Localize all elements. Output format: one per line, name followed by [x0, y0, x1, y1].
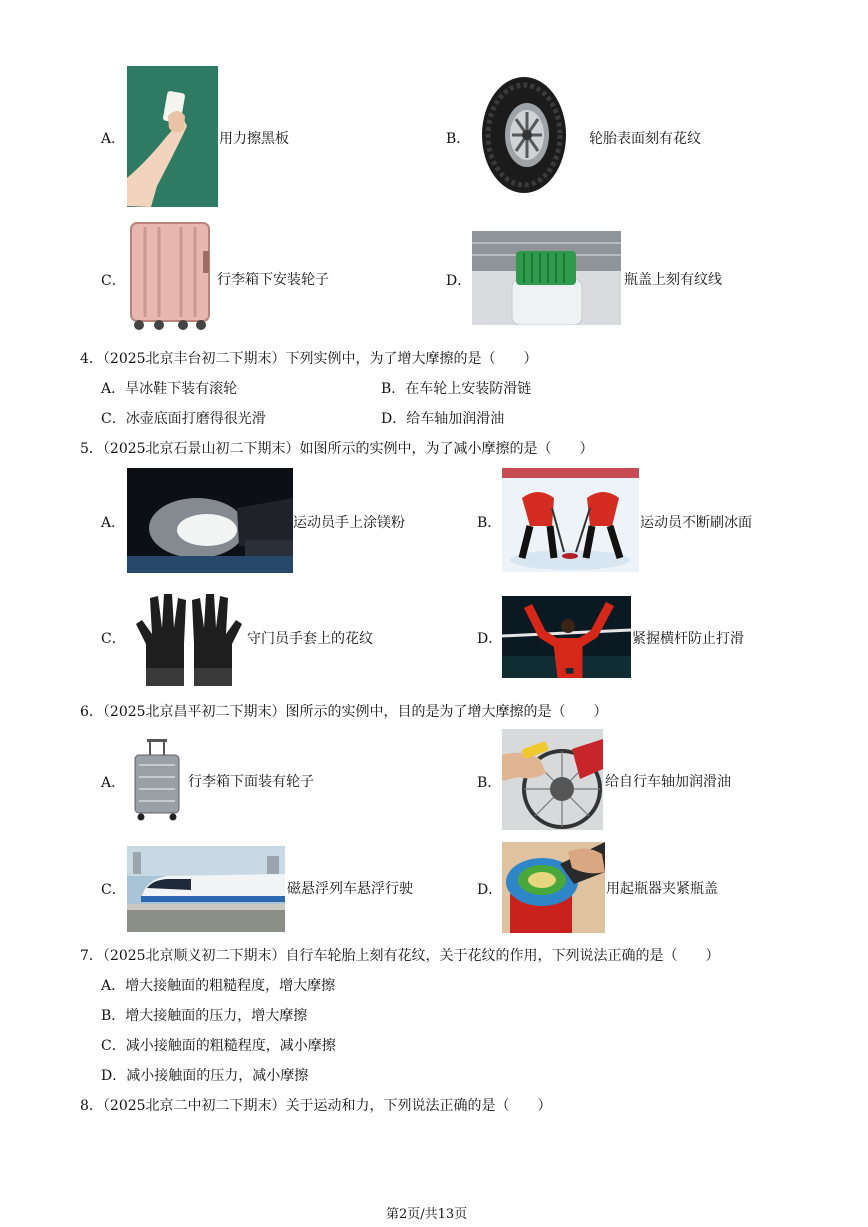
q4-option-a: A．旱冰鞋下装有滚轮	[101, 381, 238, 397]
q5-option-b-text: 运动员不断刷冰面	[640, 515, 752, 531]
q3-option-d-letter: D．	[446, 273, 472, 289]
q3-option-b-letter: B．	[446, 131, 471, 147]
q3-option-c-letter: C．	[101, 273, 126, 289]
q4-option-c: C．冰壶底面打磨得很光滑	[101, 411, 266, 427]
q6-option-c-text: 磁悬浮列车悬浮行驶	[287, 881, 413, 897]
q5-option-a-letter: A．	[101, 515, 126, 531]
q6-stem: 6．（2025北京昌平初二下期末）图所示的实例中，目的是为了增大摩擦的是（ ）	[80, 704, 608, 720]
q5-option-a-text: 运动员手上涂镁粉	[293, 515, 405, 531]
q5-option-c-text: 守门员手套上的花纹	[247, 631, 373, 647]
q6-option-b-letter: B．	[477, 775, 502, 791]
page-number: 第2页/共13页	[386, 1207, 468, 1222]
q3-option-a-letter: A．	[101, 131, 126, 147]
bike-oil-photo	[502, 729, 603, 830]
q5-option-c-letter: C．	[101, 631, 126, 647]
q6-option-a-text: 行李箱下面装有轮子	[188, 774, 314, 790]
q4-option-b: B．在车轮上安装防滑链	[381, 381, 532, 397]
q7-option-a: A．增大接触面的粗糙程度，增大摩擦	[101, 978, 336, 994]
q4-option-d: D．给车轴加润滑油	[381, 411, 505, 427]
q7-option-c: C．减小接触面的粗糙程度，减小摩擦	[101, 1038, 336, 1054]
q6-option-d-text: 用起瓶器夹紧瓶盖	[606, 881, 718, 897]
pink-suitcase-photo	[127, 217, 213, 333]
bottle-cap-photo	[472, 231, 621, 325]
q3-option-d-text: 瓶盖上刻有纹线	[624, 272, 722, 288]
q6-option-b-text: 给自行车轴加润滑油	[605, 774, 731, 790]
gray-suitcase-photo	[131, 739, 183, 821]
q7-option-b: B．增大接触面的压力，增大摩擦	[101, 1008, 308, 1024]
curling-sweep-photo	[502, 468, 639, 572]
chalk-hands-photo	[127, 468, 293, 573]
wiping-blackboard-photo	[127, 66, 218, 207]
q5-option-d-text: 紧握横杆防止打滑	[632, 631, 744, 647]
q4-stem: 4．（2025北京丰台初二下期末）下列实例中，为了增大摩擦的是（ ）	[80, 351, 538, 367]
q6-option-d-letter: D．	[477, 882, 503, 898]
q5-option-d-letter: D．	[477, 631, 503, 647]
gymnast-bar-photo	[502, 596, 631, 678]
q7-option-d: D．减小接触面的压力，减小摩擦	[101, 1068, 309, 1084]
q3-option-b-text: 轮胎表面刻有花纹	[589, 131, 701, 147]
maglev-train-photo	[127, 846, 285, 932]
goalkeeper-gloves-photo	[132, 588, 246, 688]
q5-option-b-letter: B．	[477, 515, 502, 531]
tire-tread-photo	[481, 76, 567, 194]
q6-option-a-letter: A．	[101, 775, 126, 791]
q7-stem: 7．（2025北京顺义初二下期末）自行车轮胎上刻有花纹，关于花纹的作用，下列说法正确的是（ ）	[80, 948, 720, 964]
jar-opener-photo	[502, 842, 605, 933]
q8-stem: 8．（2025北京二中初二下期末）关于运动和力，下列说法正确的是（ ）	[80, 1098, 552, 1114]
q3-option-c-text: 行李箱下安装轮子	[217, 272, 329, 288]
q5-stem: 5．（2025北京石景山初二下期末）如图所示的实例中，为了减小摩擦的是（ ）	[80, 441, 594, 457]
q6-option-c-letter: C．	[101, 882, 126, 898]
q3-option-a-text: 用力擦黑板	[219, 131, 289, 147]
